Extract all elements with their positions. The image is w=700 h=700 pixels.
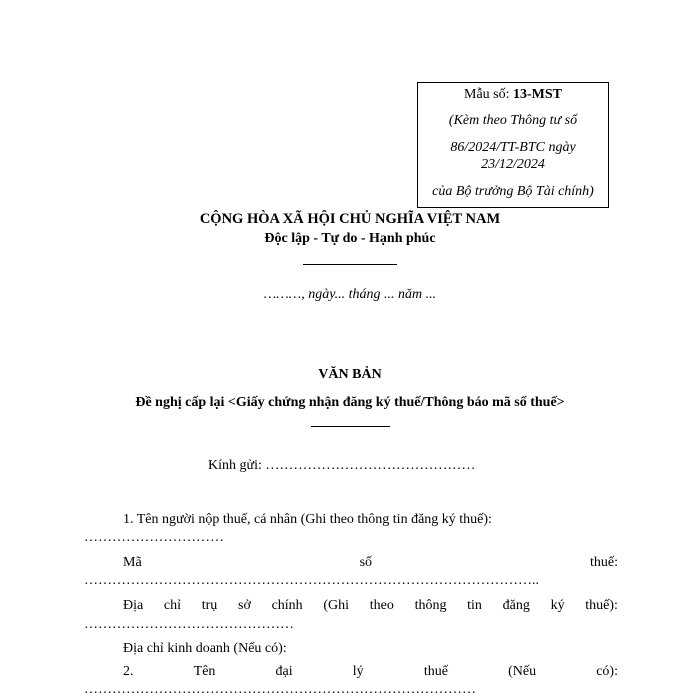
item-2-word: đại bbox=[275, 664, 293, 679]
item-2-word: 2. bbox=[123, 664, 134, 679]
item-2-word: (Nếu bbox=[508, 664, 537, 679]
head-office-address-dots: ……………………………………… bbox=[84, 617, 294, 632]
address-word: trụ bbox=[201, 598, 218, 613]
recipient-label: Kính gửi: bbox=[208, 458, 266, 473]
subject-underline bbox=[311, 426, 390, 427]
form-number-prefix: Mẫu số: bbox=[464, 87, 513, 102]
recipient-dots: ……………………………………… bbox=[265, 458, 476, 473]
address-word: thông bbox=[414, 598, 447, 613]
item-2-word: có): bbox=[596, 664, 618, 679]
item-2-word: Tên bbox=[193, 664, 216, 679]
tax-code-word: thuế: bbox=[590, 555, 618, 570]
item-1-dots: ………………………… bbox=[84, 530, 224, 545]
tax-code-line bbox=[123, 555, 618, 571]
tax-code-dots: …………………………………………………………………………………….. bbox=[84, 573, 539, 588]
address-word: (Ghi bbox=[323, 598, 350, 613]
address-word: chỉ bbox=[163, 598, 182, 613]
address-word: chính bbox=[271, 598, 303, 613]
address-word: đăng bbox=[502, 598, 530, 613]
address-word: Địa bbox=[123, 598, 144, 613]
document-type: VĂN BẢN bbox=[318, 367, 382, 382]
head-office-address-line bbox=[123, 598, 618, 614]
tax-code-word: Mã bbox=[123, 555, 142, 570]
item-2-word: thuế bbox=[423, 664, 448, 679]
address-word: sở bbox=[238, 598, 251, 613]
attached-line-4: của Bộ trưởng Bộ Tài chính) bbox=[432, 184, 594, 199]
address-word: theo bbox=[369, 598, 394, 613]
address-word: ký bbox=[550, 598, 565, 613]
tax-code-word: số bbox=[359, 555, 373, 570]
date-line: ………, ngày... tháng ... năm ... bbox=[263, 287, 437, 302]
recipient-line bbox=[208, 458, 475, 474]
form-number-line bbox=[418, 87, 608, 103]
business-address-label: Địa chỉ kinh doanh (Nếu có): bbox=[123, 641, 287, 656]
item-2-word: lý bbox=[352, 664, 364, 679]
country-name: CỘNG HÒA XÃ HỘI CHỦ NGHĨA VIỆT NAM bbox=[199, 211, 501, 227]
form-number-box bbox=[417, 82, 609, 208]
address-word: tin bbox=[467, 598, 482, 613]
national-motto: Độc lập - Tự do - Hạnh phúc bbox=[264, 231, 436, 246]
form-number: 13-MST bbox=[513, 87, 562, 102]
attached-line-3: 23/12/2024 bbox=[481, 157, 545, 172]
document-subject: Đề nghị cấp lại <Giấy chứng nhận đăng ký thuế/Thông báo mã số thuế> bbox=[135, 395, 565, 410]
attached-line-2: 86/2024/TT-BTC ngày bbox=[450, 140, 576, 155]
address-word: thuế): bbox=[585, 598, 618, 613]
attached-line-1: (Kèm theo Thông tư số bbox=[448, 113, 578, 128]
item-2-dots: ………………………………………………………………………… bbox=[84, 682, 476, 697]
motto-underline bbox=[303, 264, 397, 265]
item-1-taxpayer-name: 1. Tên người nộp thuế, cá nhân (Ghi theo thông tin đăng ký thuế): bbox=[123, 512, 492, 527]
item-2-tax-agent-line bbox=[123, 664, 618, 680]
